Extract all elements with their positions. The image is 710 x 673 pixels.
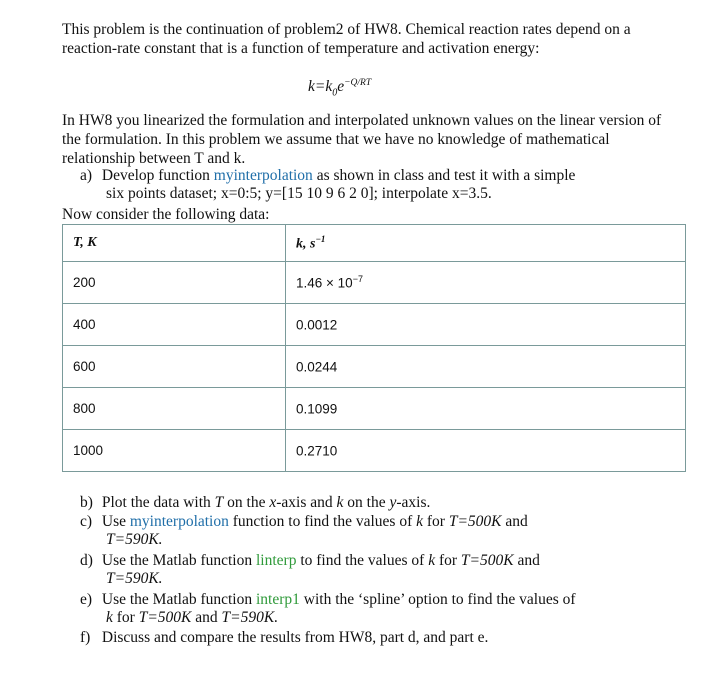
item-d-continuation: T=590K.	[106, 570, 163, 587]
rate-formula	[308, 78, 371, 98]
table-header-row	[63, 225, 686, 262]
cell-rate-constant: 0.0244	[286, 346, 686, 388]
header-temperature: T, K	[63, 225, 286, 262]
item-e: e) Use the Matlab function interp1 with the ‘spline’ option to find the values of k for T=500K and T=590K.	[80, 591, 660, 627]
myinterpolation-function-name: myinterpolation	[129, 513, 229, 530]
formula-exponent: −Q/RT	[344, 78, 372, 88]
table-row	[63, 388, 686, 430]
now-consider-text: Now consider the following data:	[62, 206, 270, 223]
item-a-continuation: six points dataset; x=0:5; y=[15 10 9 6 2 0]; interpolate x=3.5.	[106, 185, 492, 202]
item-c-continuation: T=590K.	[106, 531, 163, 548]
cell-rate-constant: 0.2710	[286, 430, 686, 472]
cell-temperature: 600	[63, 346, 286, 388]
cell-rate-constant: 0.0012	[286, 304, 686, 346]
item-a-text-before: Develop function	[101, 167, 214, 184]
item-a-text-after: as shown in class and test it with a simple	[312, 167, 576, 184]
cell-rate-constant: 0.1099	[286, 388, 686, 430]
item-c: c) Use myinterpolation function to find the values of k for T=500K and T=590K.	[80, 513, 660, 549]
formula-base: e	[337, 78, 345, 96]
item-f: f) Discuss and compare the results from HW8, part d, and part e.	[80, 629, 489, 646]
interp1-function-name: interp1	[255, 591, 300, 608]
intro-paragraph: This problem is the continuation of problem2 of HW8. Chemical reaction rates depend on a reaction-rate constant that is a function of temperature and activation energy:	[62, 21, 631, 57]
cell-rate-constant: $1.46 \times 10^{-7}$	[286, 262, 686, 304]
formula-subscript: 0	[332, 87, 338, 99]
cell-temperature: 400	[63, 304, 286, 346]
hw8-paragraph: In HW8 you linearized the formulation and interpolated unknown values on the linear version of the formulation. In this problem we assume that we have no knowledge of mathematical relationship between T and k.	[62, 112, 662, 167]
formula-lhs: k=k	[308, 78, 333, 96]
item-e-continuation: k for T=500K and T=590K.	[106, 609, 279, 626]
table-row	[63, 430, 686, 472]
cell-temperature: 800	[63, 388, 286, 430]
item-b: b) Plot the data with T on the x-axis and k on the y-axis.	[80, 494, 431, 511]
myinterpolation-function-name: myinterpolation	[213, 167, 313, 184]
cell-temperature: 200	[63, 262, 286, 304]
header-rate-constant: k, $s^{-1}$	[286, 225, 686, 262]
table-row	[63, 346, 686, 388]
cell-temperature: 1000	[63, 430, 286, 472]
item-a-marker: a)	[80, 167, 93, 184]
linterp-function-name: linterp	[255, 552, 297, 569]
item-d: d) Use the Matlab function linterp to find the values of k for T=500K and T=590K.	[80, 552, 660, 588]
table-row	[63, 262, 686, 304]
table-row	[63, 304, 686, 346]
data-table	[62, 224, 686, 472]
item-a	[80, 167, 660, 203]
